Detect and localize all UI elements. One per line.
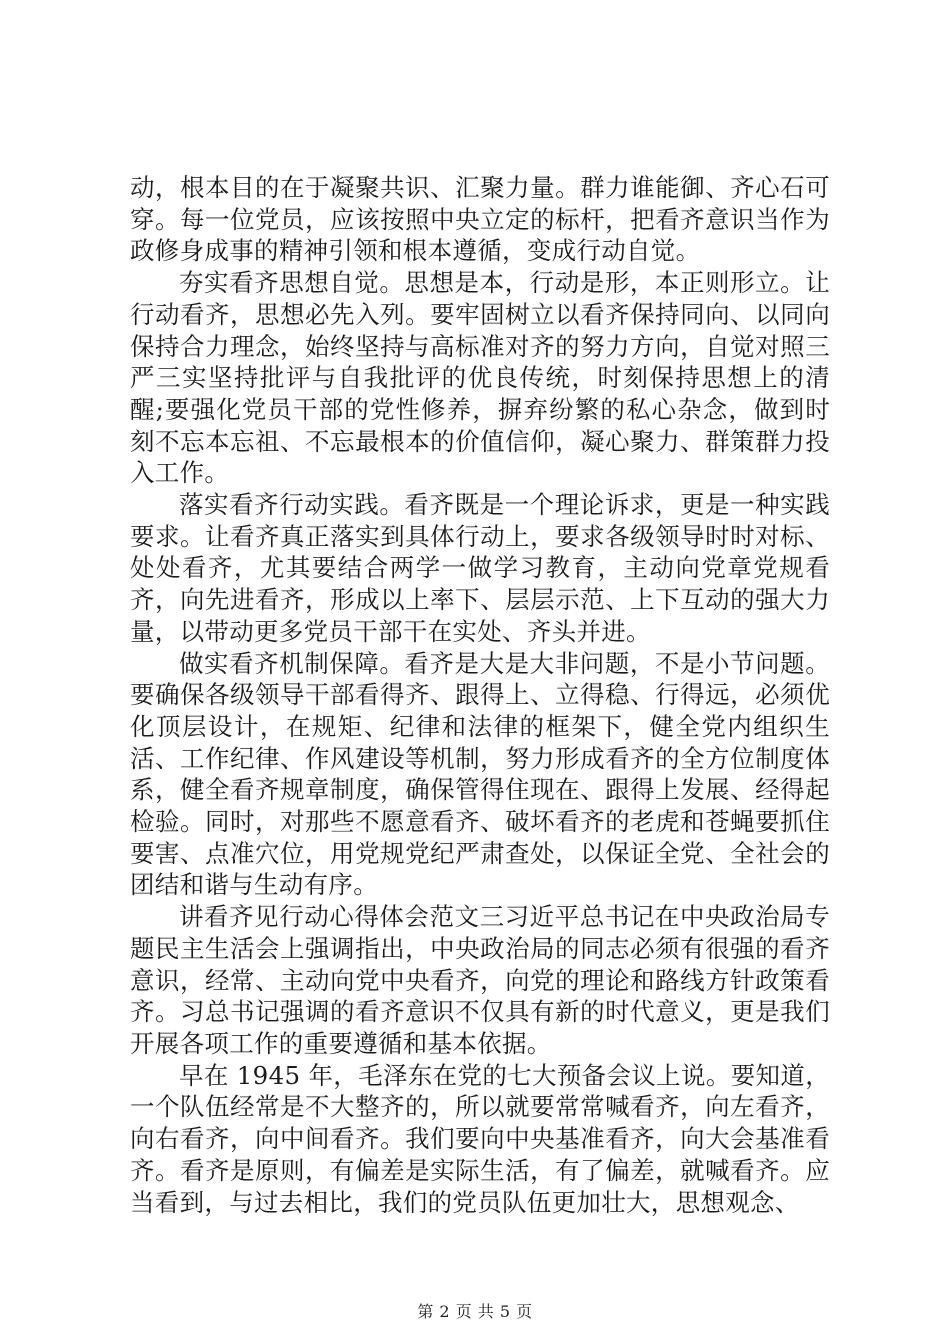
page-number-footer: 第 2 页 共 5 页: [417, 1302, 533, 1321]
paragraph-4: 做实看齐机制保障。看齐是大是大非问题，不是小节问题。要确保各级领导干部看得齐、跟得上、立得稳、行得远，必须优化顶层设计，在规矩、纪律和法律的框架下，健全党内组织生活、工作纪律、作风建设等机制，努力形成看齐的全方位制度体系，健全看齐规章制度，确保管得住现在、跟得上发展、经得起检验。同时，对那些不愿意看齐、破坏看齐的老虎和苍蝇要抓住要害、点准穴位，用党规党纪严肃查处，以保证全党、全社会的团结和谐与生动有序。: [130, 648, 830, 900]
paragraph-6: 早在 1945 年，毛泽东在党的七大预备会议上说。要知道，一个队伍经常是不大整齐的，所以就要常常喊看齐，向左看齐，向右看齐，向中间看齐。我们要向中央基准看齐，向大会基准看齐。看齐是原则，有偏差是实际生活，有了偏差，就喊看齐。应当看到，与过去相比，我们的党员队伍更加壮大，思想观念、: [130, 1060, 830, 1217]
paragraph-3: 落实看齐行动实践。看齐既是一个理论诉求，更是一种实践要求。让看齐真正落实到具体行动上，要求各级领导时时对标、处处看齐，尤其要结合两学一做学习教育，主动向党章党规看齐，向先进看齐，形成以上率下、层层示范、上下互动的强大力量，以带动更多党员干部干在实处、齐头并进。: [130, 490, 830, 646]
document-body: [130, 172, 830, 1218]
paragraph-5: 讲看齐见行动心得体会范文三习近平总书记在中央政治局专题民主生活会上强调指出，中央政治局的同志必须有很强的看齐意识，经常、主动向党中央看齐，向党的理论和路线方针政策看齐。习总书记强调的看齐意识不仅具有新的时代意义，更是我们开展各项工作的重要遵循和基本依据。: [130, 902, 830, 1058]
paragraph-1: 动，根本目的在于凝聚共识、汇聚力量。群力谁能御、齐心石可穿。每一位党员，应该按照中央立定的标杆，把看齐意识当作为政修身成事的精神引领和根本遵循，变成行动自觉。: [130, 173, 830, 266]
paragraph-2: 夯实看齐思想自觉。思想是本，行动是形，本正则形立。让行动看齐，思想必先入列。要牢固树立以看齐保持同向、以同向保持合力理念，始终坚持与高标准对齐的努力方向，自觉对照三严三实坚持批评与自我批评的优良传统，时刻保持思想上的清醒;要强化党员干部的党性修养，摒弃纷繁的私心杂念，做到时刻不忘本忘祖、不忘最根本的价值信仰，凝心聚力、群策群力投入工作。: [130, 268, 830, 488]
